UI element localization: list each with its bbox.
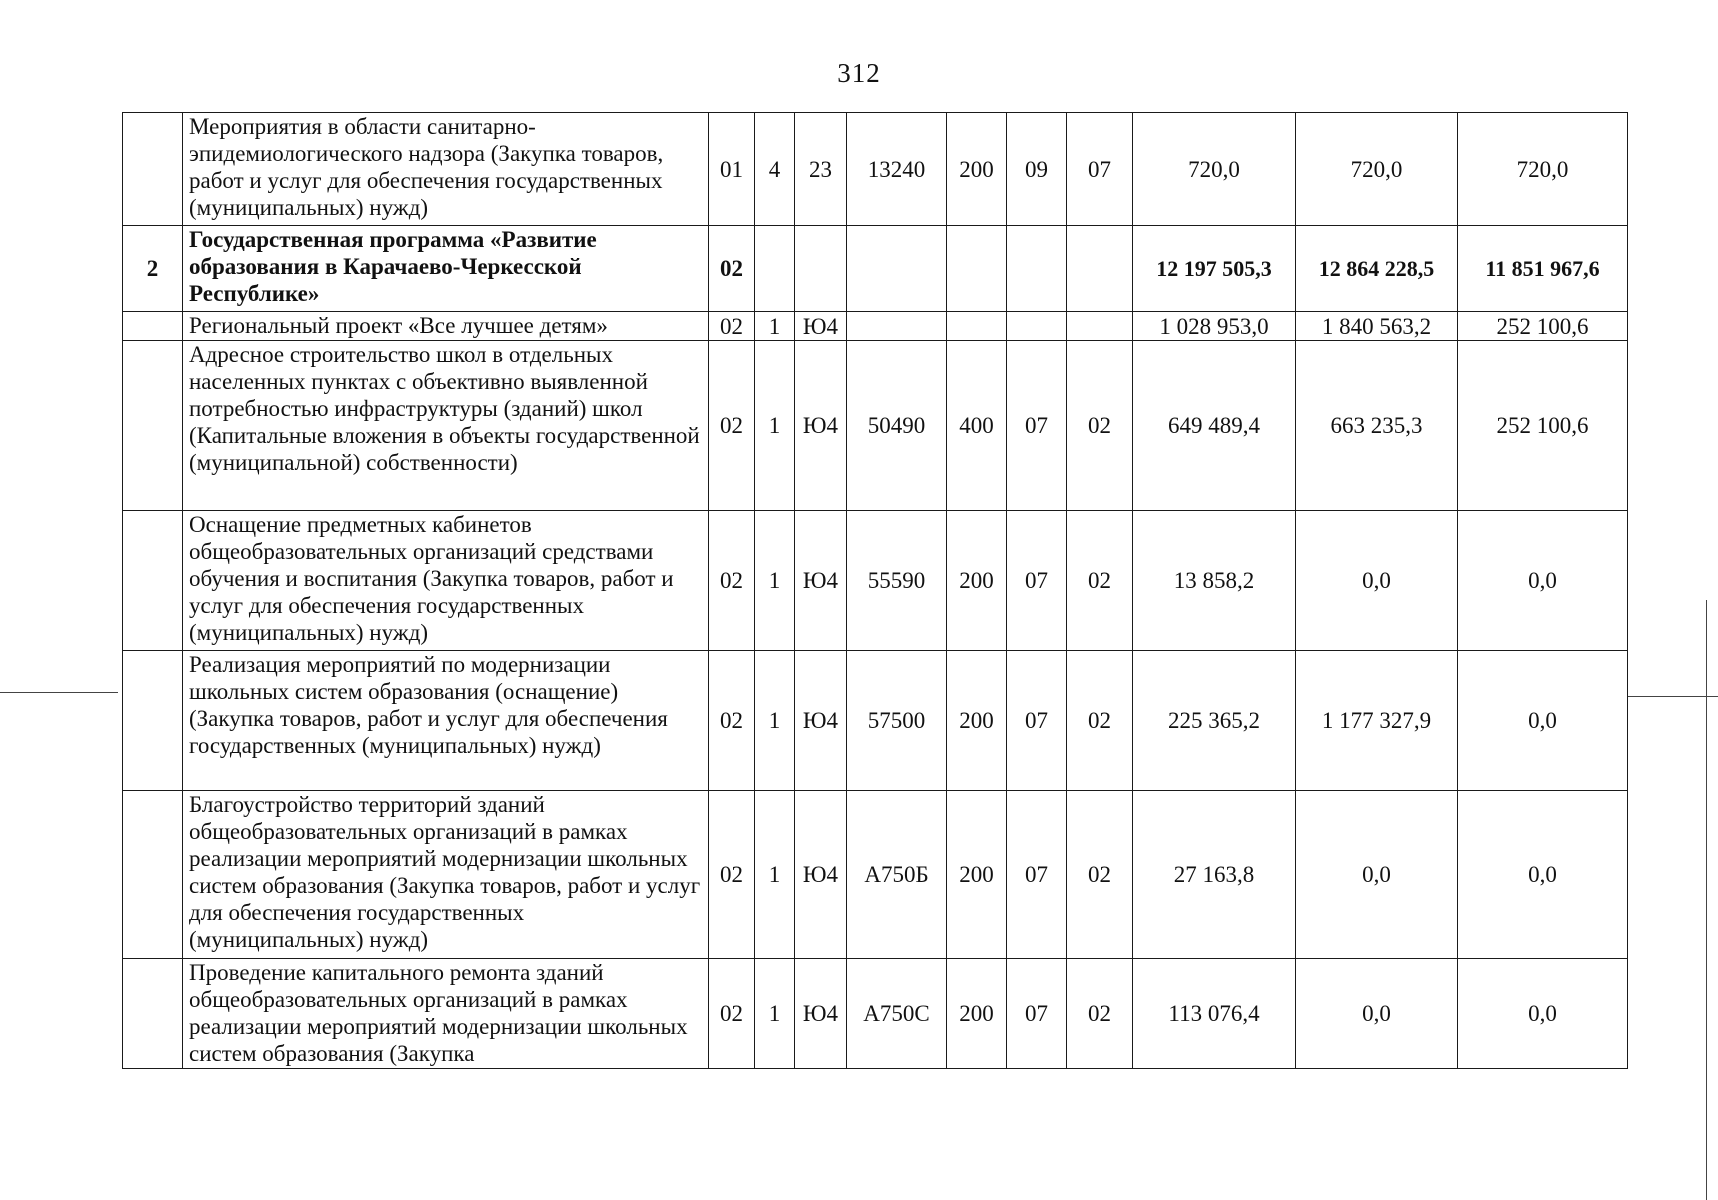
subsection-code-cell: [1067, 312, 1133, 341]
amount-year-1-cell: 1 028 953,0: [1133, 312, 1296, 341]
section-code-cell: 07: [1007, 511, 1067, 651]
expense-code-cell: 55590: [847, 511, 947, 651]
direction-code-cell: Ю4: [795, 959, 847, 1069]
amount-year-1-cell: 225 365,2: [1133, 651, 1296, 791]
table-row: [123, 651, 1628, 791]
expense-code-cell: 57500: [847, 651, 947, 791]
amount-year-1-cell: 720,0: [1133, 113, 1296, 226]
expense-type-code-cell: [947, 226, 1007, 312]
expense-code-cell: А750Б: [847, 791, 947, 959]
subprogram-code-cell: 1: [755, 791, 795, 959]
amount-year-2-cell: 720,0: [1296, 113, 1458, 226]
subprogram-code-cell: [755, 226, 795, 312]
expense-type-code-cell: 200: [947, 959, 1007, 1069]
row-number-cell: [123, 113, 183, 226]
expense-type-code-cell: 200: [947, 651, 1007, 791]
expense-type-code-cell: [947, 312, 1007, 341]
subsection-code-cell: 02: [1067, 651, 1133, 791]
direction-code-cell: 23: [795, 113, 847, 226]
amount-year-3-cell: 0,0: [1458, 791, 1628, 959]
amount-year-1-cell: 649 489,4: [1133, 341, 1296, 511]
table-row: [123, 341, 1628, 511]
scan-artifact-line: [1628, 696, 1718, 697]
item-name-cell: Государственная программа «Развитие образования в Карачаево-Черкесской Республике»: [183, 226, 709, 312]
expense-code-cell: 13240: [847, 113, 947, 226]
item-name-cell: Благоустройство территорий зданий общеобразовательных организаций в рамках реализации мероприятий модернизации школьных систем образования (Закупка товаров, работ и услуг для обеспечения государственных (муниципальных) нужд): [183, 791, 709, 959]
table-row: [123, 113, 1628, 226]
item-name-cell: Мероприятия в области санитарно-эпидемиологического надзора (Закупка товаров, работ и услуг для обеспечения государственных (муниципальных) нужд): [183, 113, 709, 226]
amount-year-2-cell: 1 177 327,9: [1296, 651, 1458, 791]
item-name-cell: Проведение капитального ремонта зданий общеобразовательных организаций в рамках реализации мероприятий модернизации школьных систем образования (Закупка: [183, 959, 709, 1069]
subsection-code-cell: 02: [1067, 791, 1133, 959]
expense-code-cell: 50490: [847, 341, 947, 511]
section-code-cell: 09: [1007, 113, 1067, 226]
subprogram-code-cell: 1: [755, 341, 795, 511]
scan-artifact-line: [0, 692, 118, 693]
subprogram-code-cell: 1: [755, 511, 795, 651]
amount-year-1-cell: 27 163,8: [1133, 791, 1296, 959]
direction-code-cell: Ю4: [795, 651, 847, 791]
amount-year-3-cell: 720,0: [1458, 113, 1628, 226]
program-code-cell: 02: [709, 511, 755, 651]
amount-year-1-cell: 13 858,2: [1133, 511, 1296, 651]
amount-year-1-cell: 113 076,4: [1133, 959, 1296, 1069]
expense-code-cell: [847, 312, 947, 341]
table-row: [123, 959, 1628, 1069]
row-number-cell: [123, 791, 183, 959]
direction-code-cell: Ю4: [795, 511, 847, 651]
subprogram-code-cell: 1: [755, 959, 795, 1069]
expense-type-code-cell: 400: [947, 341, 1007, 511]
expense-code-cell: [847, 226, 947, 312]
row-number-cell: [123, 511, 183, 651]
section-code-cell: [1007, 312, 1067, 341]
row-number-cell: [123, 312, 183, 341]
section-code-cell: 07: [1007, 959, 1067, 1069]
expense-type-code-cell: 200: [947, 791, 1007, 959]
direction-code-cell: Ю4: [795, 791, 847, 959]
amount-year-2-cell: 12 864 228,5: [1296, 226, 1458, 312]
amount-year-3-cell: 0,0: [1458, 959, 1628, 1069]
row-number-cell: 2: [123, 226, 183, 312]
budget-table: [122, 112, 1628, 1069]
table-body: [123, 113, 1628, 1069]
direction-code-cell: Ю4: [795, 312, 847, 341]
amount-year-2-cell: 0,0: [1296, 959, 1458, 1069]
row-number-cell: [123, 341, 183, 511]
amount-year-1-cell: 12 197 505,3: [1133, 226, 1296, 312]
expense-type-code-cell: 200: [947, 113, 1007, 226]
subprogram-code-cell: 1: [755, 651, 795, 791]
amount-year-3-cell: 252 100,6: [1458, 312, 1628, 341]
section-code-cell: [1007, 226, 1067, 312]
table-row: [123, 312, 1628, 341]
amount-year-2-cell: 663 235,3: [1296, 341, 1458, 511]
table-row: [123, 511, 1628, 651]
subsection-code-cell: 02: [1067, 959, 1133, 1069]
amount-year-3-cell: 252 100,6: [1458, 341, 1628, 511]
subsection-code-cell: 07: [1067, 113, 1133, 226]
expense-type-code-cell: 200: [947, 511, 1007, 651]
subsection-code-cell: 02: [1067, 511, 1133, 651]
program-code-cell: 02: [709, 959, 755, 1069]
amount-year-2-cell: 1 840 563,2: [1296, 312, 1458, 341]
table-row: [123, 226, 1628, 312]
table-row: [123, 791, 1628, 959]
subprogram-code-cell: 1: [755, 312, 795, 341]
amount-year-2-cell: 0,0: [1296, 791, 1458, 959]
section-code-cell: 07: [1007, 651, 1067, 791]
amount-year-3-cell: 0,0: [1458, 651, 1628, 791]
program-code-cell: 02: [709, 312, 755, 341]
section-code-cell: 07: [1007, 791, 1067, 959]
item-name-cell: Региональный проект «Все лучшее детям»: [183, 312, 709, 341]
program-code-cell: 02: [709, 226, 755, 312]
program-code-cell: 02: [709, 791, 755, 959]
subsection-code-cell: 02: [1067, 341, 1133, 511]
direction-code-cell: [795, 226, 847, 312]
amount-year-2-cell: 0,0: [1296, 511, 1458, 651]
amount-year-3-cell: 11 851 967,6: [1458, 226, 1628, 312]
section-code-cell: 07: [1007, 341, 1067, 511]
row-number-cell: [123, 651, 183, 791]
subprogram-code-cell: 4: [755, 113, 795, 226]
program-code-cell: 02: [709, 651, 755, 791]
item-name-cell: Адресное строительство школ в отдельных населенных пунктах с объективно выявленной потребностью инфраструктуры (зданий) школ (Капитальные вложения в объекты государственной (муниципальной) собственности): [183, 341, 709, 511]
amount-year-3-cell: 0,0: [1458, 511, 1628, 651]
scan-artifact-line: [1706, 600, 1707, 1200]
expense-code-cell: А750С: [847, 959, 947, 1069]
direction-code-cell: Ю4: [795, 341, 847, 511]
program-code-cell: 02: [709, 341, 755, 511]
program-code-cell: 01: [709, 113, 755, 226]
page-number: 312: [837, 58, 881, 88]
item-name-cell: Реализация мероприятий по модернизации школьных систем образования (оснащение) (Закупка товаров, работ и услуг для обеспечения государственных (муниципальных) нужд): [183, 651, 709, 791]
row-number-cell: [123, 959, 183, 1069]
item-name-cell: Оснащение предметных кабинетов общеобразовательных организаций средствами обучения и воспитания (Закупка товаров, работ и услуг для обеспечения государственных (муниципальных) нужд): [183, 511, 709, 651]
subsection-code-cell: [1067, 226, 1133, 312]
